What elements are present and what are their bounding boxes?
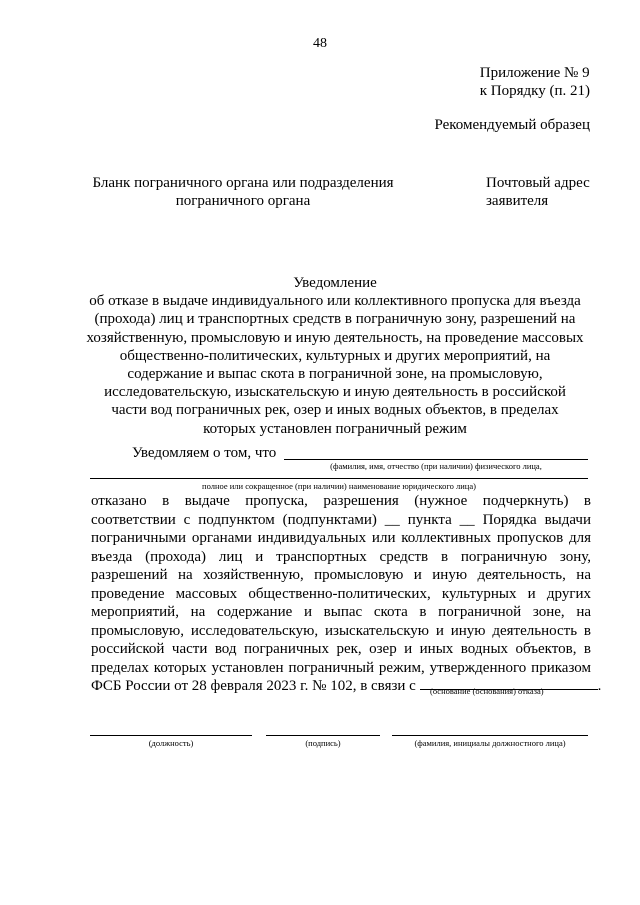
body-text [91,492,602,696]
title-line: общественно-политических, культурных и других мероприятий, на [119,347,551,364]
body-line: отказано в выдаче пропуска, разрешения (нужное подчеркнуть) в [91,493,591,509]
body-last-end: . [597,678,602,694]
caption-name: (фамилия, инициалы должностного лица) [414,738,566,748]
signature-sign-line [266,735,380,736]
title-line: которых установлен пограничный режим [203,420,467,437]
body-line: мероприятий, на содержание и выпас скота в пограничной зоне, на [91,604,591,620]
body-line: промысловую, исследовательскую, изыскательскую и иную деятельность в [91,622,591,639]
body-line: пограничными органами индивидуальных или коллективных пропусков для [91,530,591,546]
org-fill-line [90,478,588,479]
body-last-text: ФСБ России от 28 февраля 2023 г. № 102, в связи с [91,678,416,694]
notify-text: Уведомляем о том, что [132,445,277,461]
blank-line-1: Бланк пограничного органа или подразделения [92,175,394,191]
address-label [486,174,590,210]
address-line-1: Почтовый адрес [486,175,590,191]
appendix-header [480,64,590,100]
position-sign-line [90,735,252,736]
title-line: об отказе в выдаче индивидуального или коллективного пропуска для въезда [89,293,581,310]
title-line: хозяйственную, промысловую и иную деятельность, на проведение массовых [86,329,584,346]
blank-label [78,174,408,210]
title-line: содержание и выпас скота в пограничной зоне, на промысловую, [127,366,543,383]
body-line: соответствии с подпунктом (подпунктами) __ пункта __ Порядка выдачи [91,511,591,528]
caption-person: (фамилия, имя, отчество (при наличии) физического лица, [330,461,542,471]
document-title [72,274,598,438]
body-line: разрешений на хозяйственную, промысловую и иную деятельность, на [91,567,591,583]
title-line: части вод пограничных рек, озер и иных водных объектов, в пределах [111,402,559,419]
caption-org: полное или сокращенное (при наличии) наименование юридического лица) [202,481,476,491]
sample-label: Рекомендуемый образец [434,117,590,133]
caption-signature: (подпись) [305,738,341,748]
body-line: въезда (прохода) лиц и транспортных средств в пограничную зону, [91,548,591,565]
blank-line-2: пограничного органа [175,193,311,209]
address-line-2: заявителя [486,193,549,209]
body-line: проведение массовых общественно-политических, культурных и других [91,585,591,602]
caption-position: (должность) [148,738,194,748]
page-number: 48 [313,36,327,51]
caption-reason: (основание (основания) отказа) [430,686,544,696]
appendix-line-2: к Порядку (п. 21) [479,83,590,99]
title-heading: Уведомление [293,275,377,291]
body-line: российской части вод пограничных рек, озер и иных водных объектов, в [91,641,591,657]
title-line: исследовательскую, изыскательскую и иную деятельность в российской [104,384,566,401]
name-sign-line [392,735,588,736]
body-line: пределах которых установлен пограничный режим, утвержденного приказом [91,659,591,676]
appendix-line-1: Приложение № 9 [479,65,590,81]
person-fill-line [284,459,588,460]
title-line: (прохода) лиц и транспортных средств в пограничную зону, разрешений на [94,311,576,328]
